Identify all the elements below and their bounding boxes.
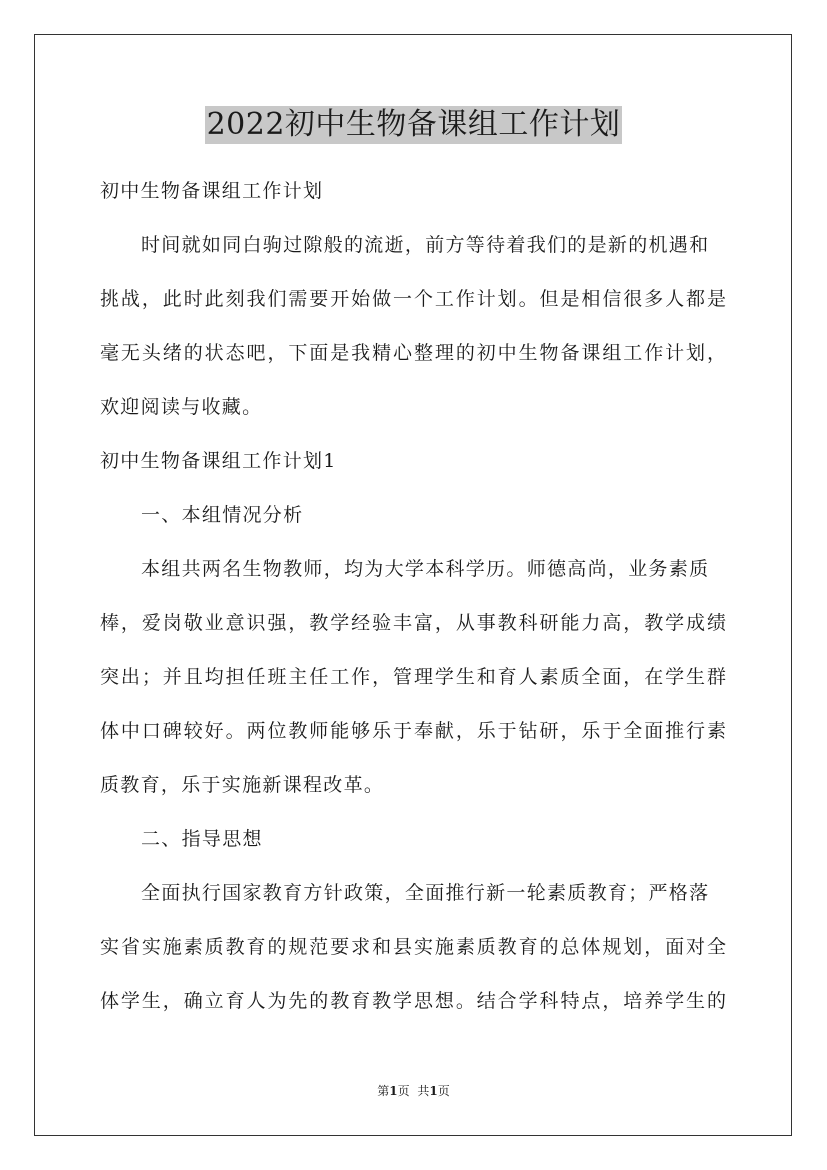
paragraph-line: 体学生，确立育人为先的教育教学思想。结合学科特点，培养学生的 [100, 990, 726, 1012]
page-suffix: 页 [397, 1084, 410, 1098]
page-footer [0, 1083, 827, 1099]
document-body [100, 164, 726, 1028]
paragraph-line: 本组共两名生物教师，均为大学本科学历。师德高尚，业务素质 [141, 558, 710, 580]
total-pages: 1 [429, 1084, 438, 1098]
total-prefix: 共 [417, 1084, 430, 1098]
paragraph-line: 质教育，乐于实施新课程改革。 [100, 774, 385, 796]
paragraph-line: 挑战，此时此刻我们需要开始做一个工作计划。但是相信很多人都是 [100, 288, 726, 310]
total-suffix: 页 [437, 1084, 450, 1098]
paragraph-line: 突出；并且均担任班主任工作，管理学生和育人素质全面，在学生群 [100, 666, 726, 688]
paragraph-line: 毫无头绪的状态吧，下面是我精心整理的初中生物备课组工作计划， [100, 342, 726, 364]
paragraph-line: 欢迎阅读与收藏。 [100, 396, 263, 418]
document-title-text: 2022初中生物备课组工作计划 [206, 107, 621, 142]
document-title [0, 104, 827, 144]
page-prefix: 第 [377, 1084, 390, 1098]
subsection-heading: 一、本组情况分析 [141, 504, 304, 526]
paragraph-line: 实省实施素质教育的规范要求和县实施素质教育的总体规划，面对全 [100, 936, 726, 958]
section-heading: 初中生物备课组工作计划1 [100, 450, 337, 472]
subsection-heading: 二、指导思想 [141, 828, 263, 850]
paragraph-line: 棒，爱岗敬业意识强，教学经验丰富，从事教科研能力高，教学成绩 [100, 612, 726, 634]
subtitle-line: 初中生物备课组工作计划 [100, 180, 324, 202]
page-number: 1 [389, 1084, 398, 1098]
paragraph-line: 体中口碑较好。两位教师能够乐于奉献，乐于钻研，乐于全面推行素 [100, 720, 726, 742]
paragraph-line: 全面执行国家教育方针政策，全面推行新一轮素质教育；严格落 [141, 882, 710, 904]
paragraph-line: 时间就如同白驹过隙般的流逝，前方等待着我们的是新的机遇和 [141, 234, 710, 256]
